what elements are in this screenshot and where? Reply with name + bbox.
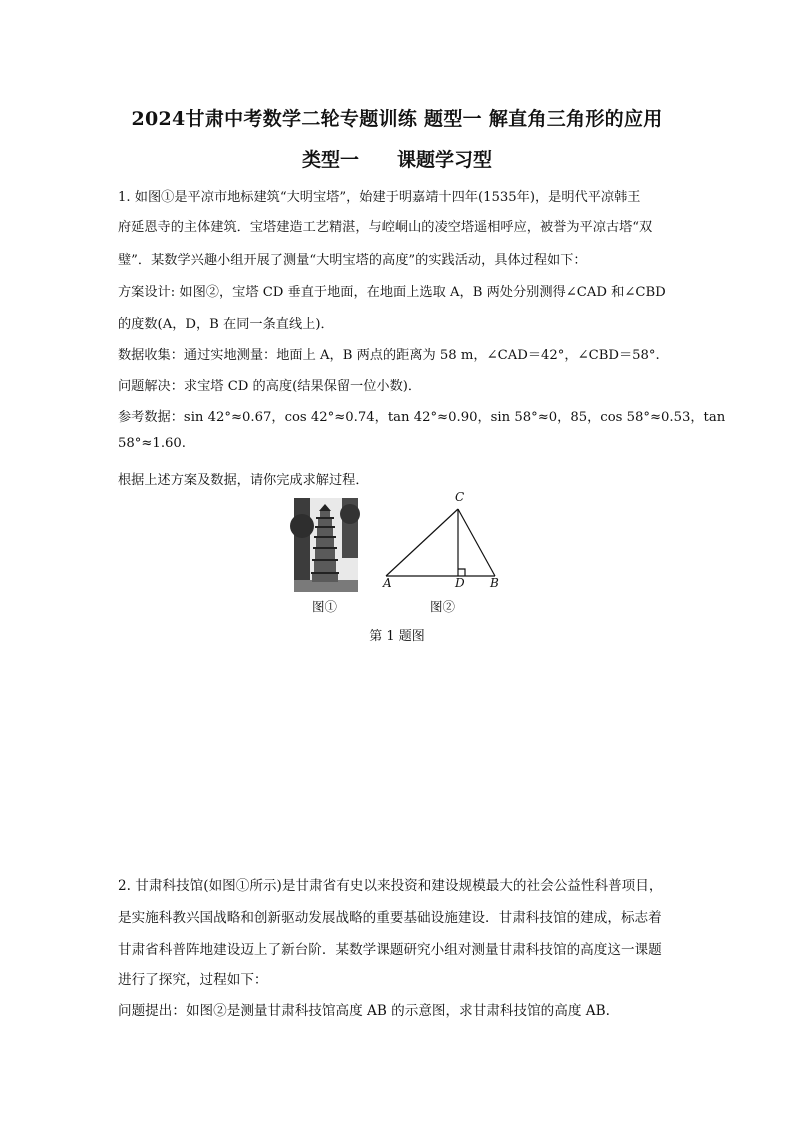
q2-line-4: 进行了探究，过程如下：	[118, 972, 268, 988]
q1-line-6: 数据收集：通过实地测量：地面上 A，B 两点的距离为 58 m，∠CAD＝42°，∠CBD＝58°.	[118, 348, 660, 363]
q1-line-5: 的度数(A，D，B 在同一条直线上)．	[118, 317, 334, 332]
figure-1	[290, 490, 510, 614]
q1-line-4: 方案设计: 如图②，宝塔 CD 垂直于地面，在地面上选取 A，B 两处分别测得∠CAD 和∠CBD	[118, 285, 666, 300]
q1-line-2: 府延恩寺的主体建筑．宝塔建造工艺精湛，与崆峒山的凌空塔遥相呼应，被誉为平凉古塔“双	[118, 220, 653, 235]
q1-line-9: 58°≈1.60.	[118, 436, 186, 451]
figure-2-caption: 图②	[430, 599, 456, 614]
label-a: A	[383, 576, 392, 590]
section-topic-label: 课题学习型	[397, 149, 493, 171]
section-type-label: 类型一	[301, 149, 359, 171]
q2-line-3: 甘肃省科普阵地建设迈上了新台阶．某数学课题研究小组对测量甘肃科技馆的高度这一课题	[118, 942, 662, 958]
label-b: B	[490, 576, 499, 590]
triangle-diagram	[386, 509, 495, 576]
label-c: C	[455, 490, 465, 504]
q1-line-7: 问题解决：求宝塔 CD 的高度(结果保留一位小数)．	[118, 379, 422, 394]
q1-line-1: 1. 如图①是平凉市地标建筑“大明宝塔”，始建于明嘉靖十四年(1535年)，是明代平凉韩王	[118, 190, 641, 205]
pagoda-photo	[290, 498, 360, 592]
figure-drawings	[290, 496, 510, 596]
figure-title: 第 1 题图	[369, 629, 425, 644]
figure-1-caption: 图①	[312, 599, 338, 614]
page-title: 2024甘肃中考数学二轮专题训练 题型一 解直角三角形的应用	[131, 108, 663, 130]
q1-line-3: 璧”．某数学兴趣小组开展了测量“大明宝塔的高度”的实践活动，具体过程如下：	[118, 253, 587, 268]
q2-line-5: 问题提出：如图②是测量甘肃科技馆高度 AB 的示意图，求甘肃科技馆的高度 AB.	[118, 1003, 610, 1019]
q2-line-1: 2. 甘肃科技馆(如图①所示)是甘肃省有史以来投资和建设规模最大的社会公益性科普项目，	[118, 878, 663, 894]
q1-line-10: 根据上述方案及数据，请你完成求解过程．	[118, 473, 369, 488]
q1-line-8: 参考数据：sin 42°≈0.67，cos 42°≈0.74，tan 42°≈0.90，sin 58°≈0，85，cos 58°≈0.53，tan	[118, 410, 726, 425]
label-d: D	[455, 576, 465, 590]
q2-line-2: 是实施科教兴国战略和创新驱动发展战略的重要基础设施建设．甘肃科技馆的建成，标志着	[118, 910, 662, 926]
section-heading	[0, 145, 794, 172]
